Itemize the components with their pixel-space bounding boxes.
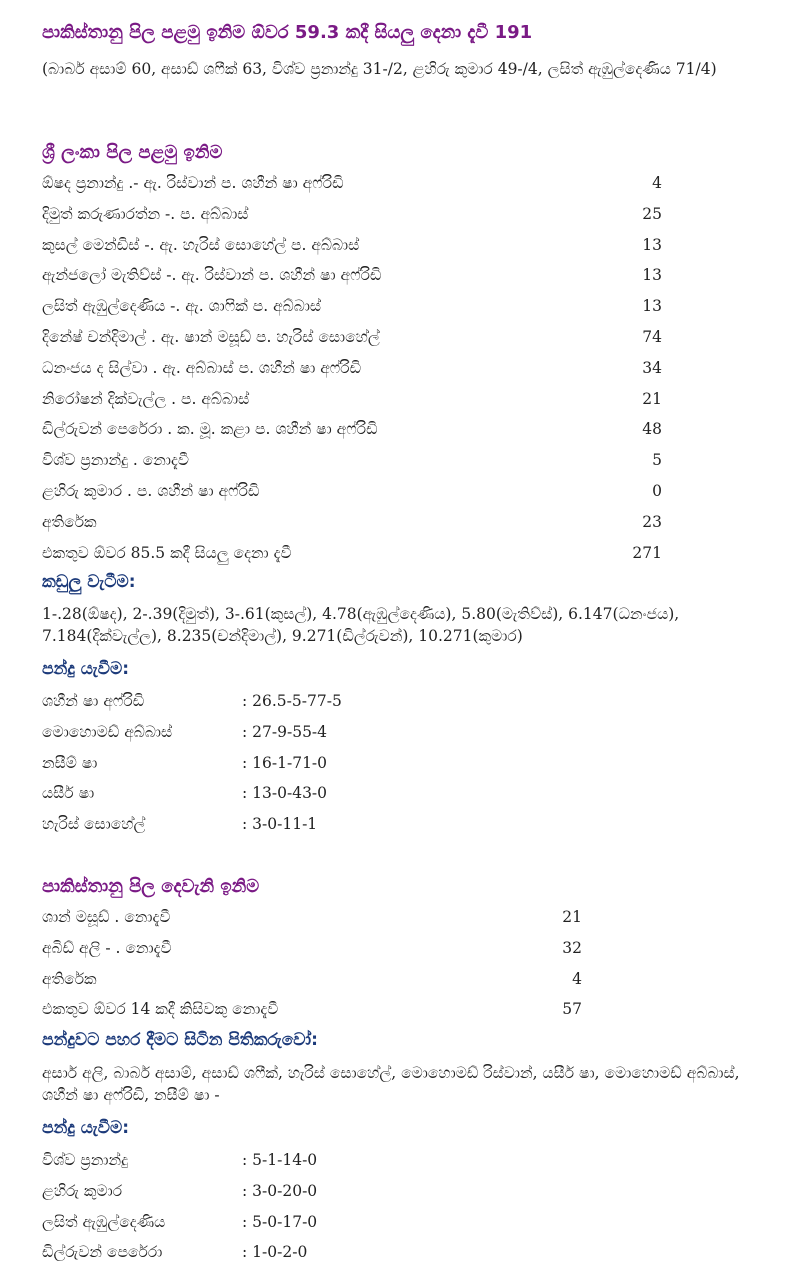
bowling-row-value: : 1-0-2-0	[242, 1243, 308, 1262]
batting-row-value: 74	[642, 327, 662, 346]
bowling-row-value: : 5-1-14-0	[242, 1151, 318, 1169]
bowling-row-name: ලසිත් ඇඹුල්දෙණිය	[42, 1212, 166, 1231]
bowling-row-value: : 5-0-17-0	[242, 1212, 318, 1231]
batting-row-name: එකතුව ඕවර 85.5 කදී සියලු දෙනා දැවී	[42, 543, 292, 562]
batting-row-value: 23	[642, 512, 662, 531]
bowling-row-value: : 16-1-71-0	[242, 753, 328, 772]
batting-row-name: අතිරේක	[42, 969, 97, 988]
batting-row-name: ළහිරු කුමාර . ප. ශහීන් ෂා අෆ්රිඩි	[42, 481, 260, 500]
sl-first-innings-heading: ශ්‍රී ලංකා පිල පළමු ඉනිම	[42, 142, 223, 163]
pak-second-bowling-heading: පන්දු යැවීම:	[42, 1118, 129, 1138]
sl-bowling-heading: පන්දු යැවීම:	[42, 659, 129, 679]
bowling-row-name: නසීම් ෂා	[42, 753, 98, 772]
pak-second-innings-heading: පාකිස්තානු පිල දෙවැනි ඉනිම	[42, 876, 260, 897]
batting-row-value: 34	[642, 358, 662, 377]
batting-row-name: ඇන්ජලෝ මැතිව්ස් -. ඇ. රිස්වාන් ප. ශහීන් ෂා අෆ්රිඩි	[42, 266, 382, 285]
batting-row-value: 57	[562, 1000, 582, 1019]
batting-row-name: ශාන් මසූඩ් . නොදැවී	[42, 908, 171, 926]
batting-row-name: දිනේෂ් චන්දිමාල් . ඇ. ෂාන් මසූඩ් ප. හැරිස් සොහේල්	[42, 327, 380, 346]
batting-row-value: 4	[572, 969, 582, 988]
bowling-row-value: : 3-0-11-1	[242, 815, 318, 834]
batting-row-name: කුසල් මෙන්ඩිස් -. ඇ. හැරිස් සොහේල් ප. අබ්බාස්	[42, 235, 360, 254]
bowling-row-value: : 3-0-20-0	[242, 1181, 318, 1200]
batting-row-value: 271	[632, 543, 662, 562]
batting-row-value: 25	[642, 204, 662, 223]
bowling-row-name: ඩිල්රුවන් පෙරේරා	[42, 1243, 163, 1262]
batting-row-name: විශ්ව ප්‍රනාන්දු . නොදැවී	[42, 451, 189, 470]
batting-row-value: 48	[642, 420, 662, 439]
bowling-row-value: : 27-9-55-4	[242, 722, 328, 741]
batting-row-name: ලසිත් ඇඹුල්දෙණිය -. ඇ. ශාෆික් ප. අබ්බාස්	[42, 297, 322, 316]
batting-row-value: 13	[642, 266, 662, 285]
dnb-heading: පන්දුවට පහර දීමට සිටින පිතිකරුවෝ:	[42, 1030, 318, 1050]
bowling-row-name: ළහිරු කුමාර	[42, 1181, 123, 1200]
batting-row-value: 5	[652, 451, 662, 470]
pak-first-innings-summary: (බාබර් අසාම් 60, අසාඩ් ශෆීක් 63, විශ්ව ප්‍රනාන්දු 31-/2, ළහිරු කුමාර 49-/4, ලසිත් ඇඹුල්දෙණිය 71/4)	[42, 60, 717, 78]
bowling-row-name: යසීර් ෂා	[42, 784, 95, 803]
bowling-row-name: මොහොමඩ් අබ්බාස්	[42, 722, 173, 741]
batting-row-name: අබිඩ් අලි - . නොදැවී	[42, 938, 172, 957]
batting-row-value: 13	[642, 297, 662, 316]
pak-first-innings-heading: පාකිස්තානු පිල පළමු ඉනිම ඕවර 59.3 කදී සියලු දෙනා දැවී 191	[42, 22, 533, 43]
bowling-row-name: විශ්ව ප්‍රනාන්දු	[42, 1151, 128, 1169]
batting-row-value: 32	[562, 938, 582, 957]
batting-row-name: ඩිල්රුවන් පෙරේරා . ක. මූ. කළා ප. ශහීන් ෂා අෆ්රිඩි	[42, 420, 378, 439]
batting-row-name: අතිරේක	[42, 512, 97, 531]
batting-row-name: ධනංජය ද සිල්වා . ඇ. අබ්බාස් ප. ශහීන් ෂා අෆ්රිඩි	[42, 358, 362, 377]
sl-fow-text: 1-.28(ඕෂද), 2-.39(දිමුත්), 3-.61(කුසල්), 4.78(ඇඹුල්දෙණිය), 5.80(මැතිව්ස්), 6.147(ධනංජය), 7.184(දික්වැල්ල), 8.235(චන්දිමාල්), 9.271(ඩිල්රුවන්), 10.271(කුමාර)	[42, 605, 680, 645]
bowling-row-name: හැරිස් සොහේල්	[42, 815, 146, 834]
batting-row-value: 21	[562, 908, 582, 926]
bowling-row-name: ශහීන් ෂා අෆ්රිඩි	[42, 692, 145, 710]
dnb-text: අසාර් අලි, බාබර් අසාම්, අසාඩ් ශෆීක්, හැරිස් සොහේල්, මොහොමඩ් රිස්වාන්, යසීර් ෂා, මොහොමඩ් අබ්බාස්, ශහීන් ෂා අෆ්රිඩි, නසීම් ෂා -	[42, 1064, 740, 1104]
batting-row-value: 4	[652, 174, 662, 192]
batting-row-name: ඕෂද ප්‍රනාන්දු .- ඇ. රිස්වාන් ප. ශහීන් ෂා අෆ්රිඩි	[42, 174, 344, 192]
sl-fow-heading: කඩුලු වැටීම:	[42, 572, 136, 592]
batting-row-value: 0	[652, 481, 662, 500]
bowling-row-value: : 26.5-5-77-5	[242, 692, 342, 710]
batting-row-name: නිරෝෂන් දික්වැල්ල . ප. අබ්බාස්	[42, 389, 250, 408]
batting-row-name: එකතුව ඕවර 14 කදී කිසිවකු නොදැවී	[42, 1000, 279, 1019]
batting-row-value: 21	[642, 389, 662, 408]
bowling-row-value: : 13-0-43-0	[242, 784, 328, 803]
batting-row-value: 13	[642, 235, 662, 254]
batting-row-name: දිමුත් කරුණාරත්න -. ප. අබ්බාස්	[42, 204, 249, 223]
